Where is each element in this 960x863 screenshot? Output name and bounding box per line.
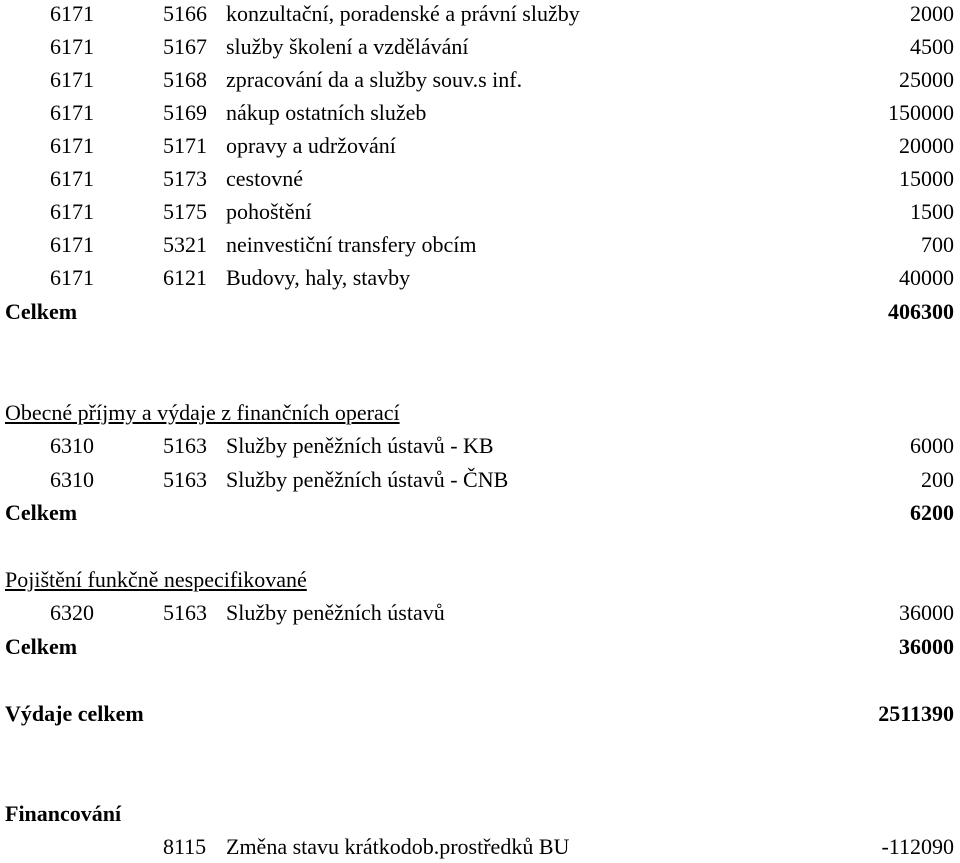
paragraf-code: 6171 <box>50 232 94 257</box>
item-description: zpracování da a služby souv.s inf. <box>226 67 523 92</box>
item-description: služby školení a vzdělávání <box>226 34 469 59</box>
total-amount: 6200 <box>910 500 954 525</box>
paragraf-code: 6320 <box>50 600 94 625</box>
item-amount: 15000 <box>899 166 954 191</box>
paragraf-code: 6310 <box>50 433 94 458</box>
item-amount: 2000 <box>910 1 954 26</box>
table-row <box>0 0 960 30</box>
polozka-code: 5167 <box>163 34 207 59</box>
table-row <box>0 261 960 294</box>
table-row <box>0 96 960 129</box>
item-description: Změna stavu krátkodob.prostředků BU <box>226 834 570 859</box>
financing-heading: Financování <box>5 801 122 826</box>
total-amount: 36000 <box>899 634 954 659</box>
grand-total-amount: 2511390 <box>878 701 954 726</box>
paragraf-code: 6310 <box>50 467 94 492</box>
item-description: Služby peněžních ústavů - ČNB <box>226 467 509 492</box>
table-row <box>0 830 960 863</box>
total-label: Celkem <box>5 299 78 324</box>
polozka-code: 5163 <box>163 600 207 625</box>
paragraf-code: 6171 <box>50 199 94 224</box>
item-amount: -112090 <box>881 834 954 859</box>
paragraf-code: 6171 <box>50 1 94 26</box>
total-label: Celkem <box>5 500 78 525</box>
total-row <box>0 295 960 328</box>
item-description: konzultační, poradenské a právní služby <box>226 1 580 26</box>
item-description: Služby peněžních ústavů <box>226 600 445 625</box>
table-row <box>0 63 960 96</box>
item-description: pohoštění <box>226 199 312 224</box>
polozka-code: 5321 <box>163 232 207 257</box>
item-amount: 40000 <box>899 265 954 290</box>
table-row <box>0 429 960 462</box>
section-heading: Pojištění funkčně nespecifikované <box>5 567 307 592</box>
item-amount: 36000 <box>899 600 954 625</box>
polozka-code: 5171 <box>163 133 207 158</box>
item-description: cestovné <box>226 166 303 191</box>
item-description: neinvestiční transfery obcím <box>226 232 477 257</box>
paragraf-code: 6171 <box>50 67 94 92</box>
item-amount: 700 <box>921 232 954 257</box>
table-row <box>0 195 960 228</box>
polozka-code: 5168 <box>163 67 207 92</box>
paragraf-code: 6171 <box>50 100 94 125</box>
paragraf-code: 6171 <box>50 133 94 158</box>
table-row <box>0 129 960 162</box>
item-amount: 25000 <box>899 67 954 92</box>
table-row <box>0 596 960 629</box>
item-amount: 150000 <box>888 100 954 125</box>
item-description: Budovy, haly, stavby <box>226 265 411 290</box>
financing-heading-row <box>0 797 960 830</box>
polozka-code: 5163 <box>163 467 207 492</box>
section-heading: Obecné příjmy a výdaje z finančních operací <box>5 400 400 425</box>
item-amount: 200 <box>921 467 954 492</box>
total-amount: 406300 <box>888 299 954 324</box>
grand-total-row <box>0 697 960 730</box>
item-amount: 6000 <box>910 433 954 458</box>
polozka-code: 6121 <box>163 265 207 290</box>
grand-total-label: Výdaje celkem <box>5 701 144 726</box>
paragraf-code: 6171 <box>50 34 94 59</box>
table-row <box>0 228 960 261</box>
polozka-code: 5175 <box>163 199 207 224</box>
total-row <box>0 630 960 663</box>
polozka-code: 5166 <box>163 1 207 26</box>
total-label: Celkem <box>5 634 78 659</box>
polozka-code: 8115 <box>163 834 207 859</box>
polozka-code: 5173 <box>163 166 207 191</box>
item-description: opravy a udržování <box>226 133 396 158</box>
table-row <box>0 463 960 496</box>
paragraf-code: 6171 <box>50 166 94 191</box>
polozka-code: 5169 <box>163 100 207 125</box>
table-row <box>0 30 960 63</box>
section-heading-row <box>0 563 960 596</box>
item-description: nákup ostatních služeb <box>226 100 427 125</box>
polozka-code: 5163 <box>163 433 207 458</box>
item-amount: 20000 <box>899 133 954 158</box>
item-amount: 1500 <box>910 199 954 224</box>
total-row <box>0 496 960 529</box>
paragraf-code: 6171 <box>50 265 94 290</box>
item-description: Služby peněžních ústavů - KB <box>226 433 494 458</box>
item-amount: 4500 <box>910 34 954 59</box>
table-row <box>0 162 960 195</box>
section-heading-row <box>0 396 960 429</box>
